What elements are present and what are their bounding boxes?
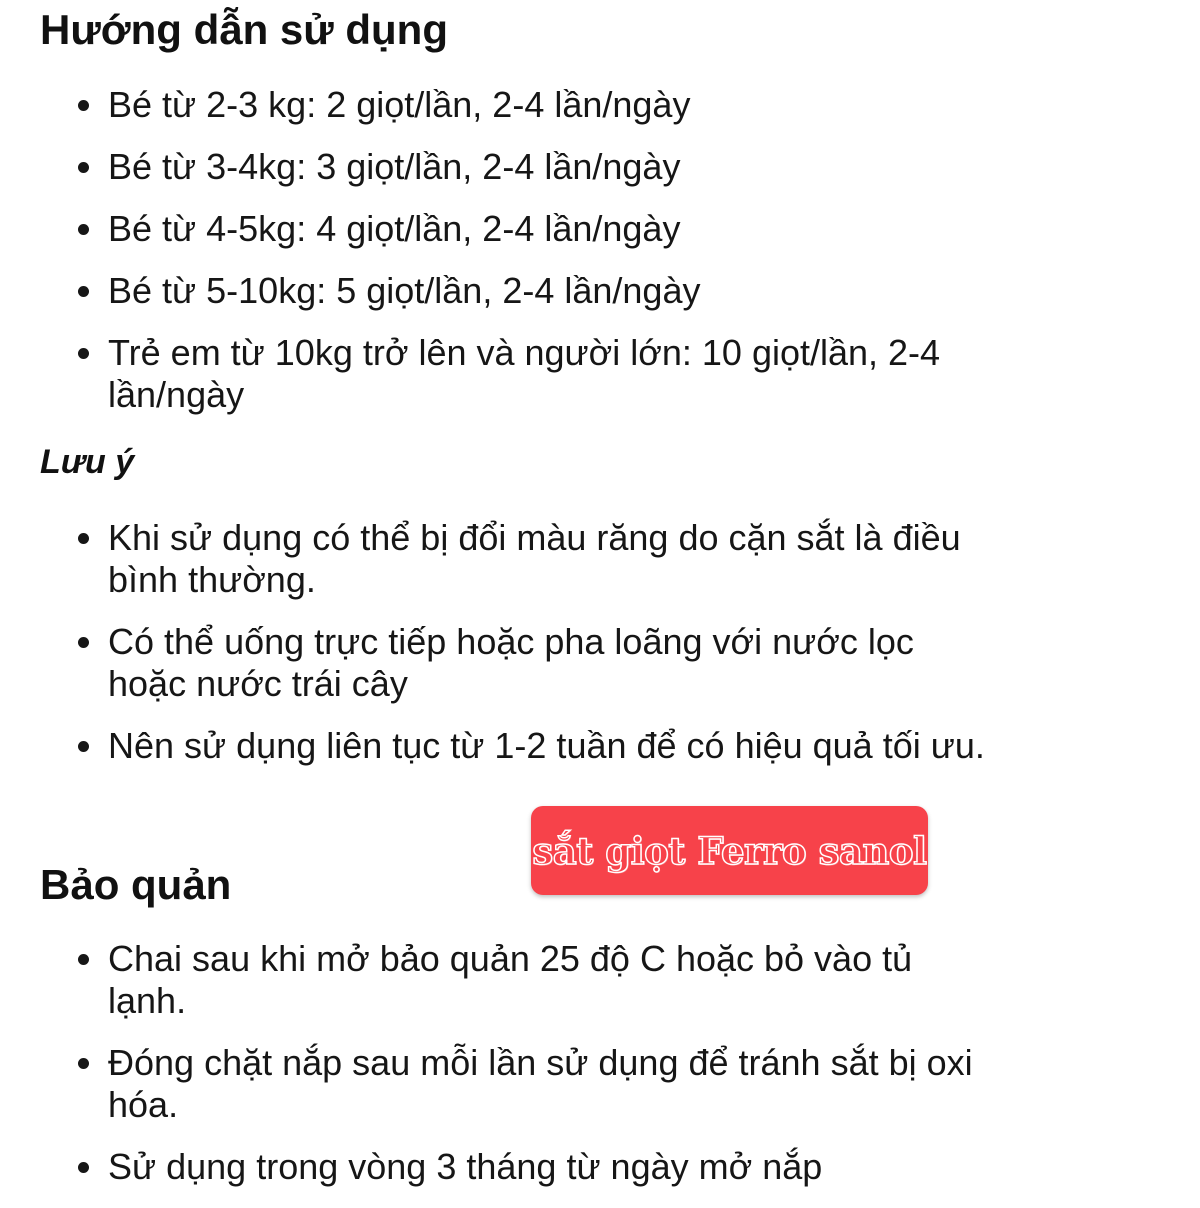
list-item-text: Bé từ 2-3 kg: 2 giọt/lần, 2-4 lần/ngày <box>108 84 691 125</box>
bullet-icon <box>78 637 89 648</box>
bullet-icon <box>78 954 89 965</box>
product-tag-label: sắt giọt Ferro sanol <box>532 828 927 873</box>
list-item <box>40 621 1000 705</box>
bullet-icon <box>78 741 89 752</box>
notes-heading: Lưu ý <box>40 443 135 481</box>
list-item <box>40 84 1000 126</box>
usage-heading: Hướng dẫn sử dụng <box>40 6 448 53</box>
list-item <box>40 270 1000 312</box>
list-item-text: Có thể uống trực tiếp hoặc pha loãng với nước lọc hoặc nước trái cây <box>108 621 914 704</box>
list-item-text: Bé từ 5-10kg: 5 giọt/lần, 2-4 lần/ngày <box>108 270 701 311</box>
storage-heading: Bảo quản <box>40 861 232 908</box>
list-item-text: Bé từ 3-4kg: 3 giọt/lần, 2-4 lần/ngày <box>108 146 681 187</box>
bullet-icon <box>78 286 89 297</box>
list-item-text: Trẻ em từ 10kg trở lên và người lớn: 10 giọt/lần, 2-4 lần/ngày <box>108 332 941 415</box>
product-tag-button[interactable] <box>531 806 928 895</box>
list-item <box>40 517 1000 601</box>
usage-list <box>40 84 1000 436</box>
notes-list <box>40 517 1000 787</box>
list-item <box>40 208 1000 250</box>
bullet-icon <box>78 100 89 111</box>
list-item <box>40 725 1000 767</box>
bullet-icon <box>78 348 89 359</box>
list-item <box>40 146 1000 188</box>
list-item-text: Nên sử dụng liên tục từ 1-2 tuần để có hiệu quả tối ưu. <box>108 725 985 766</box>
list-item <box>40 938 1000 1022</box>
bullet-icon <box>78 162 89 173</box>
list-item <box>40 332 1000 416</box>
storage-list <box>40 938 1000 1208</box>
list-item <box>40 1146 1000 1188</box>
list-item-text: Khi sử dụng có thể bị đổi màu răng do cặn sắt là điều bình thường. <box>108 517 961 600</box>
list-item-text: Bé từ 4-5kg: 4 giọt/lần, 2-4 lần/ngày <box>108 208 681 249</box>
bullet-icon <box>78 1162 89 1173</box>
bullet-icon <box>78 533 89 544</box>
bullet-icon <box>78 224 89 235</box>
list-item-text: Chai sau khi mở bảo quản 25 độ C hoặc bỏ vào tủ lạnh. <box>108 938 913 1021</box>
list-item-text: Đóng chặt nắp sau mỗi lần sử dụng để tránh sắt bị oxi hóa. <box>108 1042 973 1125</box>
bullet-icon <box>78 1058 89 1069</box>
list-item <box>40 1042 1000 1126</box>
list-item-text: Sử dụng trong vòng 3 tháng từ ngày mở nắp <box>108 1146 823 1187</box>
